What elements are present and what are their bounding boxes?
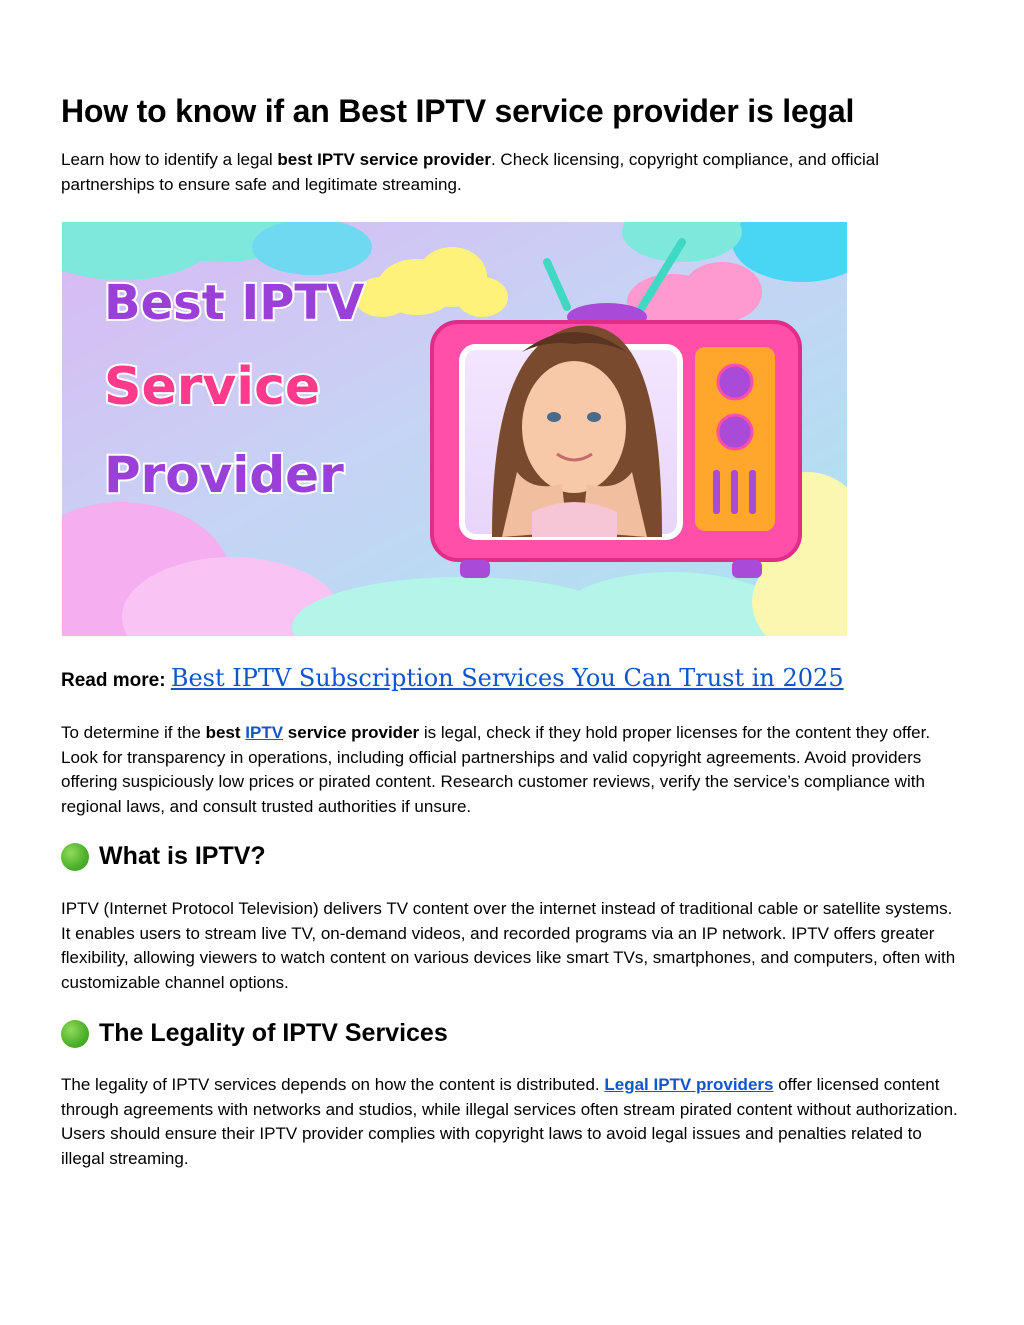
green-circle-icon xyxy=(61,1020,89,1048)
para3-text-end: offer licensed content through agreements with networks and studios, while illegal services often stream pirated content without authorization. Users should ensure their IPTV provider complies with copyright laws to avoid legal issues and penalties related to illegal streaming. xyxy=(61,1075,958,1168)
para1-text-end: is legal, check if they hold proper licenses for the content they offer. Look for transparency in operations, including official partnerships and valid copyright agreements. Avoid providers offering suspiciously low prices or pirated content. Research customer reviews, verify the service’s compliance with regional laws, and consult trusted authorities if unsure. xyxy=(61,723,931,816)
hero-image xyxy=(62,222,847,636)
para1-bold-best: best xyxy=(205,723,246,742)
section-heading-what-is-iptv xyxy=(61,842,266,871)
read-more-label: Read more: xyxy=(61,670,171,691)
hero-line-3: Provider xyxy=(104,446,344,504)
read-more-line xyxy=(61,664,844,692)
intro-text-end: . Check licensing, copyright compliance, and official partnerships to ensure safe and legitimate streaming. xyxy=(61,150,880,194)
section-heading-legality xyxy=(61,1019,448,1048)
legality-paragraph xyxy=(61,1073,961,1171)
section1-heading-text: What is IPTV? xyxy=(99,842,266,870)
legal-check-paragraph xyxy=(61,721,961,819)
green-circle-icon xyxy=(61,843,89,871)
what-is-iptv-paragraph: IPTV (Internet Protocol Television) delivers TV content over the internet instead of traditional cable or satellite systems. It enables users to stream live TV, on-demand videos, and recorded programs via an IP network. IPTV offers greater flexibility, allowing viewers to watch content on various devices like smart TVs, smartphones, and computers, often with customizable channel options. xyxy=(61,899,956,992)
para1-text-start: To determine if the xyxy=(61,723,206,742)
section2-heading-text: The Legality of IPTV Services xyxy=(99,1019,448,1047)
intro-text-start: Learn how to identify a legal xyxy=(61,150,278,169)
iptv-link[interactable]: IPTV xyxy=(245,723,284,742)
hero-line-2: Service xyxy=(104,357,321,417)
legal-iptv-providers-link[interactable]: Legal IPTV providers xyxy=(604,1075,774,1094)
hero-line-1: Best IPTV xyxy=(104,275,365,331)
intro-paragraph xyxy=(61,148,961,197)
read-more-link[interactable]: Best IPTV Subscription Services You Can Trust in 2025 xyxy=(170,664,844,692)
para1-bold-provider: service provider xyxy=(283,723,420,742)
para3-text-start: The legality of IPTV services depends on how the content is distributed. xyxy=(61,1075,605,1094)
intro-bold-phrase: best IPTV service provider xyxy=(277,150,491,169)
page-title: How to know if an Best IPTV service provider is legal xyxy=(61,93,855,129)
